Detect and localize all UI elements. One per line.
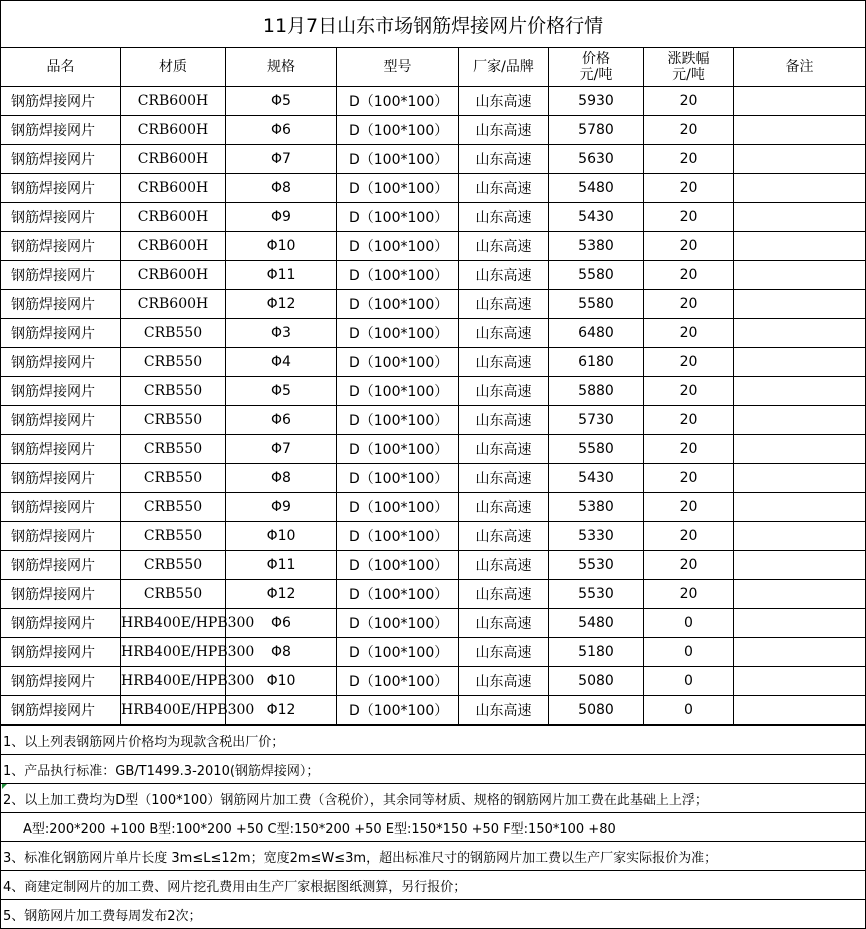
cell-brand: 山东高速 [459, 667, 549, 696]
note-text: 4、商建定制网片的加工费、网片挖孔费用由生产厂家根据图纸测算，另行报价； [1, 871, 866, 900]
cell-type: D（100*100） [337, 609, 459, 638]
cell-spec: Φ5 [226, 377, 337, 406]
cell-brand: 山东高速 [459, 145, 549, 174]
cell-spec: Φ6 [226, 609, 337, 638]
cell-change: 20 [644, 377, 734, 406]
cell-material: CRB600H [121, 145, 226, 174]
note-text: 2、以上加工费均为D型（100*100）钢筋网片加工费（含税价），其余同等材质、规格的钢筋网片加工费在此基础上上浮； [1, 784, 866, 813]
table-row [1, 609, 866, 638]
cell-note [734, 580, 866, 609]
cell-type: D（100*100） [337, 348, 459, 377]
cell-brand: 山东高速 [459, 261, 549, 290]
cell-brand: 山东高速 [459, 87, 549, 116]
cell-spec: Φ9 [226, 203, 337, 232]
cell-spec: Φ9 [226, 493, 337, 522]
cell-brand: 山东高速 [459, 203, 549, 232]
cell-material: CRB600H [121, 116, 226, 145]
table-row [1, 145, 866, 174]
cell-price: 5580 [549, 290, 644, 319]
cell-spec: Φ7 [226, 145, 337, 174]
cell-comment-marker-icon [2, 784, 7, 789]
cell-name: 钢筋焊接网片 [1, 87, 121, 116]
cell-name: 钢筋焊接网片 [1, 232, 121, 261]
cell-note [734, 696, 866, 725]
cell-price: 5430 [549, 464, 644, 493]
header-row [1, 48, 866, 87]
cell-change: 20 [644, 261, 734, 290]
page-title: 11月7日山东市场钢筋焊接网片价格行情 [1, 1, 866, 48]
cell-spec: Φ11 [226, 551, 337, 580]
cell-price: 6180 [549, 348, 644, 377]
cell-name: 钢筋焊接网片 [1, 261, 121, 290]
cell-spec: Φ8 [226, 174, 337, 203]
cell-type: D（100*100） [337, 377, 459, 406]
cell-brand: 山东高速 [459, 464, 549, 493]
cell-note [734, 232, 866, 261]
cell-name: 钢筋焊接网片 [1, 435, 121, 464]
cell-change: 20 [644, 406, 734, 435]
cell-price: 5180 [549, 638, 644, 667]
cell-name: 钢筋焊接网片 [1, 348, 121, 377]
table-row [1, 638, 866, 667]
table-row [1, 116, 866, 145]
cell-price: 5530 [549, 580, 644, 609]
cell-price: 5430 [549, 203, 644, 232]
cell-material: HRB400E/HPB300 [121, 638, 226, 667]
cell-brand: 山东高速 [459, 174, 549, 203]
table-row [1, 667, 866, 696]
cell-name: 钢筋焊接网片 [1, 174, 121, 203]
cell-spec: Φ7 [226, 435, 337, 464]
cell-material: CRB550 [121, 406, 226, 435]
cell-name: 钢筋焊接网片 [1, 522, 121, 551]
note-row [1, 784, 866, 813]
cell-note [734, 174, 866, 203]
cell-spec: Φ12 [226, 290, 337, 319]
cell-brand: 山东高速 [459, 435, 549, 464]
cell-material: CRB600H [121, 174, 226, 203]
cell-brand: 山东高速 [459, 551, 549, 580]
cell-type: D（100*100） [337, 87, 459, 116]
table-row [1, 696, 866, 725]
cell-change: 20 [644, 464, 734, 493]
cell-brand: 山东高速 [459, 290, 549, 319]
cell-type: D（100*100） [337, 319, 459, 348]
cell-change: 20 [644, 580, 734, 609]
cell-brand: 山东高速 [459, 493, 549, 522]
table-row [1, 348, 866, 377]
cell-material: HRB400E/HPB300 [121, 696, 226, 725]
cell-type: D（100*100） [337, 203, 459, 232]
table-row [1, 232, 866, 261]
cell-price: 5080 [549, 667, 644, 696]
title-row [1, 1, 866, 48]
table-row [1, 464, 866, 493]
cell-change: 20 [644, 551, 734, 580]
cell-note [734, 406, 866, 435]
cell-material: CRB600H [121, 261, 226, 290]
cell-note [734, 435, 866, 464]
cell-note [734, 290, 866, 319]
cell-price: 5580 [549, 435, 644, 464]
cell-name: 钢筋焊接网片 [1, 406, 121, 435]
header-note: 备注 [734, 48, 866, 87]
cell-price: 5730 [549, 406, 644, 435]
note-row [1, 871, 866, 900]
cell-change: 20 [644, 203, 734, 232]
cell-material: CRB550 [121, 464, 226, 493]
cell-note [734, 667, 866, 696]
cell-spec: Φ10 [226, 232, 337, 261]
cell-change: 20 [644, 87, 734, 116]
cell-price: 5480 [549, 609, 644, 638]
cell-name: 钢筋焊接网片 [1, 145, 121, 174]
cell-price: 5380 [549, 232, 644, 261]
cell-material: CRB600H [121, 87, 226, 116]
cell-price: 5530 [549, 551, 644, 580]
cell-change: 20 [644, 319, 734, 348]
table-row [1, 406, 866, 435]
cell-spec: Φ8 [226, 464, 337, 493]
header-change [644, 48, 734, 87]
cell-type: D（100*100） [337, 580, 459, 609]
notes-table [0, 725, 866, 929]
cell-spec: Φ4 [226, 348, 337, 377]
table-row [1, 319, 866, 348]
cell-note [734, 522, 866, 551]
header-type: 型号 [337, 48, 459, 87]
cell-price: 5330 [549, 522, 644, 551]
cell-type: D（100*100） [337, 464, 459, 493]
table-row [1, 522, 866, 551]
cell-material: CRB550 [121, 551, 226, 580]
cell-change: 20 [644, 435, 734, 464]
cell-note [734, 638, 866, 667]
cell-note [734, 319, 866, 348]
cell-name: 钢筋焊接网片 [1, 493, 121, 522]
cell-price: 5780 [549, 116, 644, 145]
cell-change: 0 [644, 667, 734, 696]
cell-price: 5630 [549, 145, 644, 174]
cell-type: D（100*100） [337, 551, 459, 580]
cell-note [734, 551, 866, 580]
cell-spec: Φ3 [226, 319, 337, 348]
cell-change: 0 [644, 696, 734, 725]
cell-brand: 山东高速 [459, 377, 549, 406]
table-row [1, 203, 866, 232]
cell-type: D（100*100） [337, 667, 459, 696]
cell-material: CRB550 [121, 493, 226, 522]
cell-material: CRB550 [121, 580, 226, 609]
cell-note [734, 493, 866, 522]
table-row [1, 435, 866, 464]
cell-material: CRB550 [121, 435, 226, 464]
header-material: 材质 [121, 48, 226, 87]
table-row [1, 377, 866, 406]
cell-type: D（100*100） [337, 145, 459, 174]
cell-material: CRB550 [121, 377, 226, 406]
cell-brand: 山东高速 [459, 116, 549, 145]
cell-change: 20 [644, 290, 734, 319]
cell-change: 20 [644, 522, 734, 551]
cell-name: 钢筋焊接网片 [1, 116, 121, 145]
note-text: 1、以上列表钢筋网片价格均为现款含税出厂价； [1, 726, 866, 755]
table-row [1, 174, 866, 203]
cell-note [734, 116, 866, 145]
cell-spec: Φ10 [226, 522, 337, 551]
cell-material: HRB400E/HPB300 [121, 667, 226, 696]
cell-type: D（100*100） [337, 174, 459, 203]
cell-price: 5930 [549, 87, 644, 116]
cell-note [734, 464, 866, 493]
note-row [1, 755, 866, 784]
cell-change: 20 [644, 348, 734, 377]
table-row [1, 87, 866, 116]
cell-material: CRB600H [121, 290, 226, 319]
cell-name: 钢筋焊接网片 [1, 290, 121, 319]
header-price-line2: 元/吨 [579, 67, 613, 83]
cell-name: 钢筋焊接网片 [1, 377, 121, 406]
cell-note [734, 348, 866, 377]
cell-type: D（100*100） [337, 696, 459, 725]
cell-name: 钢筋焊接网片 [1, 667, 121, 696]
note-row [1, 813, 866, 842]
table-row [1, 261, 866, 290]
cell-price: 6480 [549, 319, 644, 348]
cell-change: 20 [644, 174, 734, 203]
note-text: 3、标准化钢筋网片单片长度 3m≤L≤12m；宽度2m≤W≤3m，超出标准尺寸的钢筋网片加工费以生产厂家实际报价为准； [1, 842, 866, 871]
cell-brand: 山东高速 [459, 348, 549, 377]
cell-spec: Φ12 [226, 696, 337, 725]
header-name: 品名 [1, 48, 121, 87]
table-row [1, 551, 866, 580]
cell-type: D（100*100） [337, 638, 459, 667]
note-row [1, 842, 866, 871]
cell-material: CRB550 [121, 319, 226, 348]
cell-brand: 山东高速 [459, 232, 549, 261]
cell-material: HRB400E/HPB300 [121, 609, 226, 638]
cell-change: 20 [644, 145, 734, 174]
cell-name: 钢筋焊接网片 [1, 609, 121, 638]
table-row [1, 493, 866, 522]
cell-spec: Φ10 [226, 667, 337, 696]
cell-note [734, 203, 866, 232]
header-price [549, 48, 644, 87]
cell-change: 20 [644, 232, 734, 261]
cell-spec: Φ5 [226, 87, 337, 116]
cell-type: D（100*100） [337, 493, 459, 522]
cell-name: 钢筋焊接网片 [1, 551, 121, 580]
cell-brand: 山东高速 [459, 609, 549, 638]
cell-change: 20 [644, 116, 734, 145]
cell-type: D（100*100） [337, 522, 459, 551]
cell-name: 钢筋焊接网片 [1, 580, 121, 609]
note-text: 5、钢筋网片加工费每周发布2次； [1, 900, 866, 929]
note-row [1, 726, 866, 755]
header-spec: 规格 [226, 48, 337, 87]
cell-name: 钢筋焊接网片 [1, 319, 121, 348]
note-text: 1、产品执行标准：GB/T1499.3-2010(钢筋焊接网）； [1, 755, 866, 784]
cell-type: D（100*100） [337, 232, 459, 261]
cell-brand: 山东高速 [459, 522, 549, 551]
cell-price: 5580 [549, 261, 644, 290]
cell-name: 钢筋焊接网片 [1, 638, 121, 667]
cell-price: 5880 [549, 377, 644, 406]
cell-brand: 山东高速 [459, 406, 549, 435]
cell-price: 5080 [549, 696, 644, 725]
cell-material: CRB550 [121, 522, 226, 551]
cell-spec: Φ8 [226, 638, 337, 667]
table-row [1, 580, 866, 609]
cell-type: D（100*100） [337, 116, 459, 145]
cell-material: CRB600H [121, 232, 226, 261]
cell-note [734, 377, 866, 406]
cell-brand: 山东高速 [459, 319, 549, 348]
cell-type: D（100*100） [337, 435, 459, 464]
cell-spec: Φ12 [226, 580, 337, 609]
cell-price: 5380 [549, 493, 644, 522]
cell-material: CRB600H [121, 203, 226, 232]
header-price-line1: 价格 [582, 51, 610, 67]
cell-note [734, 87, 866, 116]
cell-note [734, 261, 866, 290]
header-change-line2: 元/吨 [672, 67, 705, 83]
header-change-line1: 涨跌幅 [667, 51, 710, 67]
cell-type: D（100*100） [337, 290, 459, 319]
cell-brand: 山东高速 [459, 580, 549, 609]
cell-price: 5480 [549, 174, 644, 203]
header-brand: 厂家/品牌 [459, 48, 549, 87]
cell-spec: Φ6 [226, 406, 337, 435]
cell-change: 0 [644, 609, 734, 638]
table-row [1, 290, 866, 319]
cell-note [734, 145, 866, 174]
cell-brand: 山东高速 [459, 696, 549, 725]
note-text: A型:200*200 +100 B型:100*200 +50 C型:150*200 +50 E型:150*150 +50 F型:150*100 +80 [1, 813, 866, 842]
cell-name: 钢筋焊接网片 [1, 203, 121, 232]
cell-note [734, 609, 866, 638]
cell-spec: Φ11 [226, 261, 337, 290]
cell-name: 钢筋焊接网片 [1, 464, 121, 493]
note-row [1, 900, 866, 929]
cell-type: D（100*100） [337, 261, 459, 290]
cell-name: 钢筋焊接网片 [1, 696, 121, 725]
cell-change: 0 [644, 638, 734, 667]
cell-change: 20 [644, 493, 734, 522]
cell-type: D（100*100） [337, 406, 459, 435]
cell-spec: Φ6 [226, 116, 337, 145]
cell-brand: 山东高速 [459, 638, 549, 667]
cell-material: CRB550 [121, 348, 226, 377]
